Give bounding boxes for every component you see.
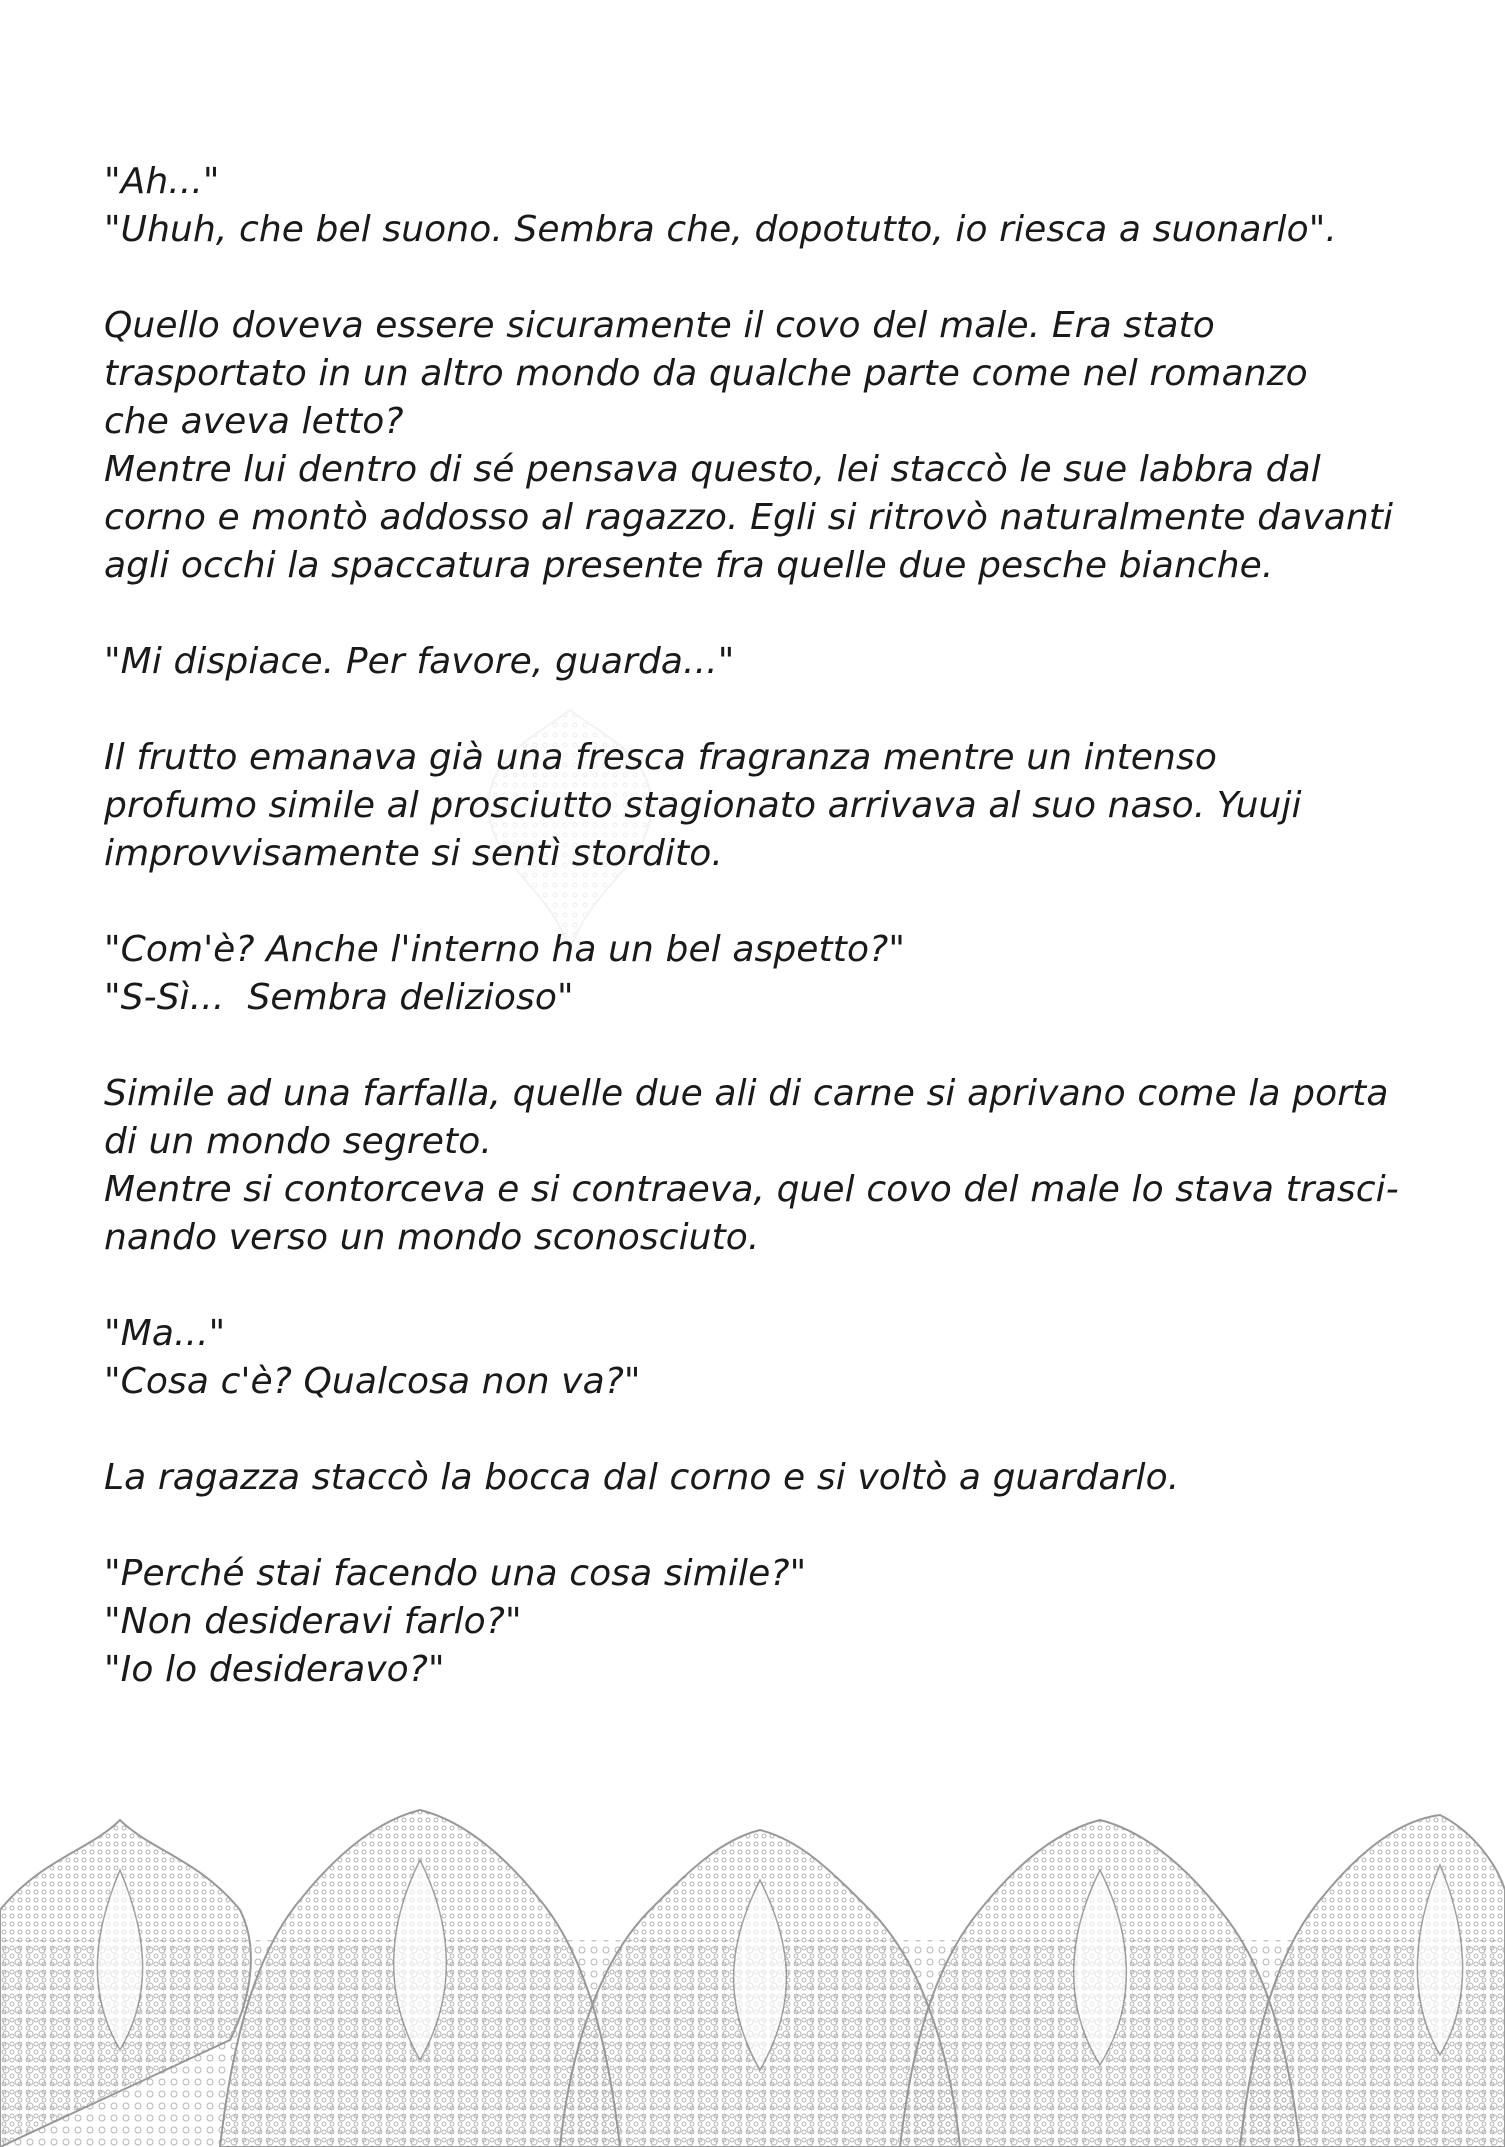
- text-line: trasportato in un altro mondo da qualche parte come nel romanzo: [104, 353, 1308, 394]
- text-line: [104, 1022, 1404, 1070]
- text-line: "Uhuh, che bel suono. Sembra che, dopotutto, io riesca a suonarlo".: [104, 209, 1337, 250]
- text-line: La ragazza staccò la bocca dal corno e si voltò a guardarlo.: [104, 1457, 1180, 1498]
- text-line: corno e montò addosso al ragazzo. Egli si ritrovò naturalmente davanti: [104, 497, 1394, 538]
- text-line: Simile ad una farfalla, quelle due ali di carne si aprivano come la porta: [104, 1073, 1389, 1114]
- text-line: [104, 254, 1404, 302]
- text-line: [104, 1262, 1404, 1310]
- text-line: [104, 686, 1404, 734]
- text-line: "Cosa c'è? Qualcosa non va?": [104, 1361, 641, 1402]
- text-line: [104, 1502, 1404, 1550]
- text-line: nando verso un mondo sconosciuto.: [104, 1217, 760, 1258]
- text-line: "Non desideravi farlo?": [104, 1601, 522, 1642]
- text-line: Mentre lui dentro di sé pensava questo, lei staccò le sue labbra dal: [104, 449, 1321, 490]
- text-line: che aveva letto?: [104, 401, 404, 442]
- story-text: [104, 158, 1404, 1694]
- lace-border: [0, 1800, 1505, 2147]
- text-line: "Com'è? Anche l'interno ha un bel aspetto?": [104, 929, 905, 970]
- text-line: [104, 878, 1404, 926]
- text-line: [104, 1406, 1404, 1454]
- text-line: agli occhi la spaccatura presente fra quelle due pesche bianche.: [104, 545, 1274, 586]
- text-line: profumo simile al prosciutto stagionato arrivava al suo naso. Yuuji: [104, 785, 1302, 826]
- text-line: "S-Sì... Sembra delizioso": [104, 977, 574, 1018]
- text-line: Quello doveva essere sicuramente il covo del male. Era stato: [104, 305, 1215, 346]
- text-line: Il frutto emanava già una fresca fragranza mentre un intenso: [104, 737, 1217, 778]
- text-line: "Ma...": [104, 1313, 226, 1354]
- text-line: "Io lo desideravo?": [104, 1649, 445, 1690]
- text-line: [104, 590, 1404, 638]
- text-line: "Perché stai facendo una cosa simile?": [104, 1553, 807, 1594]
- text-line: "Mi dispiace. Per favore, guarda...": [104, 641, 735, 682]
- text-line: Mentre si contorceva e si contraeva, quel covo del male lo stava trasci-: [104, 1169, 1399, 1210]
- text-line: "Ah...": [104, 161, 220, 202]
- text-line: di un mondo segreto.: [104, 1121, 492, 1162]
- text-line: improvvisamente si sentì stordito.: [104, 833, 723, 874]
